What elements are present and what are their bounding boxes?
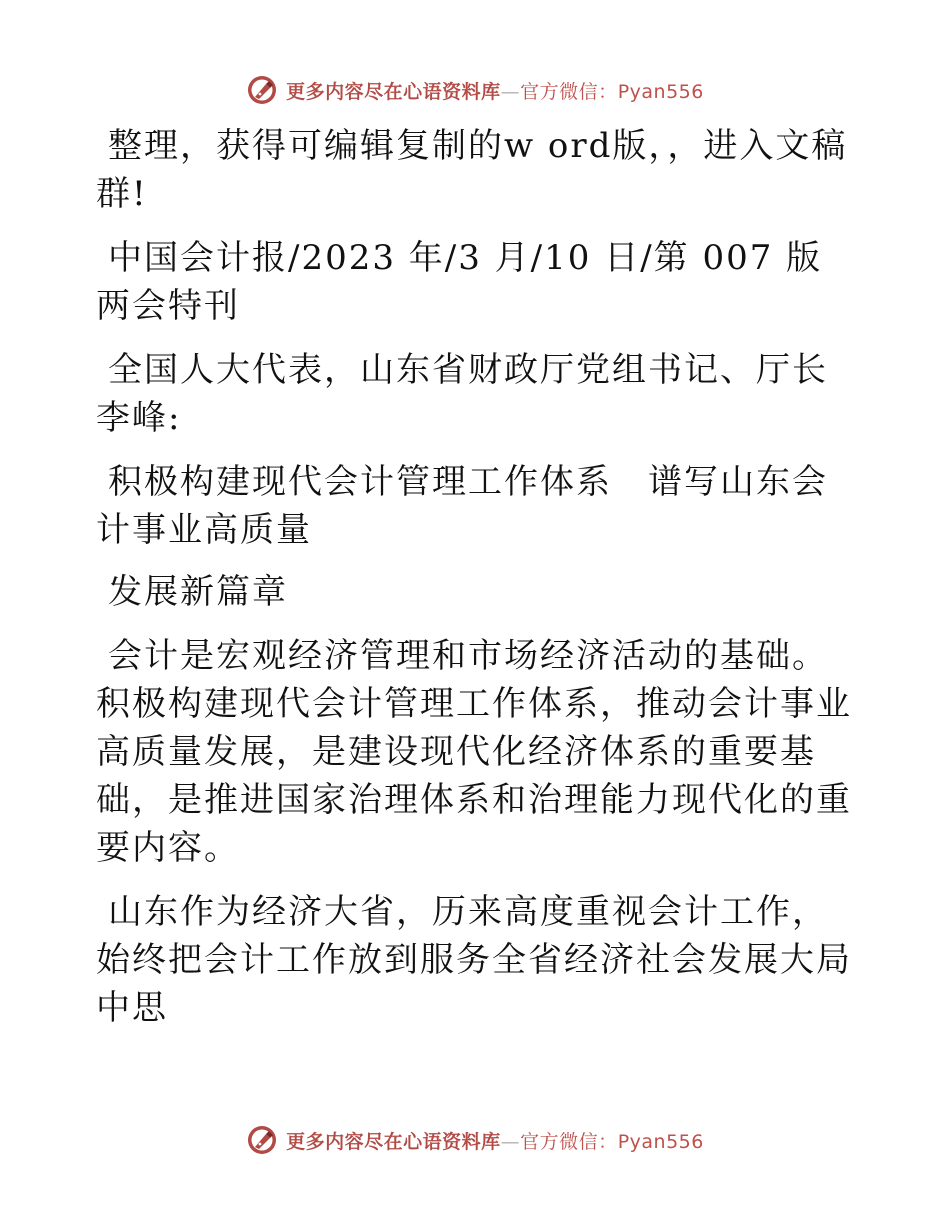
watermark-main: 更多内容尽在心语资料库 [286,80,501,103]
header-watermark [0,72,950,108]
paragraph-intro: 整理，获得可编辑复制的w ord版，，进入文稿群! [96,126,848,214]
paragraph-author: 全国人大代表，山东省财政厅党组书记、厅长李峰: [96,350,828,438]
watermark-dash: — [500,80,521,103]
watermark-official: 官方微信： [520,1130,618,1153]
paragraph-headline: 积极构建现代会计管理工作体系 谱写山东会计事业高质量 [96,462,828,550]
watermark-wechat: Pyan556 [617,1130,704,1153]
pen-nib-logo-icon [246,74,278,106]
watermark-text [286,77,704,104]
watermark-official: 官方微信： [520,80,618,103]
watermark-main: 更多内容尽在心语资料库 [286,1130,501,1153]
paragraph-body-1: 会计是宏观经济管理和市场经济活动的基础。积极构建现代会计管理工作体系，推动会计事业高质量发展，是建设现代化经济体系的重要基础，是推进国家治理体系和治理能力现代化的重要内容。 [96,636,852,868]
paragraph-body-2: 山东作为经济大省，历来高度重视会计工作，始终把会计工作放到服务全省经济社会发展大局中思 [96,892,852,1028]
pen-nib-logo-icon [246,1124,278,1156]
watermark-text [286,1127,704,1154]
document-body [96,122,852,1048]
watermark-dash: — [500,1130,521,1153]
watermark-wechat: Pyan556 [617,80,704,103]
footer-watermark [0,1122,950,1158]
paragraph-source: 中国会计报/2023 年/3 月/10 日/第 007 版两会特刊 [96,238,823,326]
paragraph-headline-cont: 发展新篇章 [108,572,288,612]
